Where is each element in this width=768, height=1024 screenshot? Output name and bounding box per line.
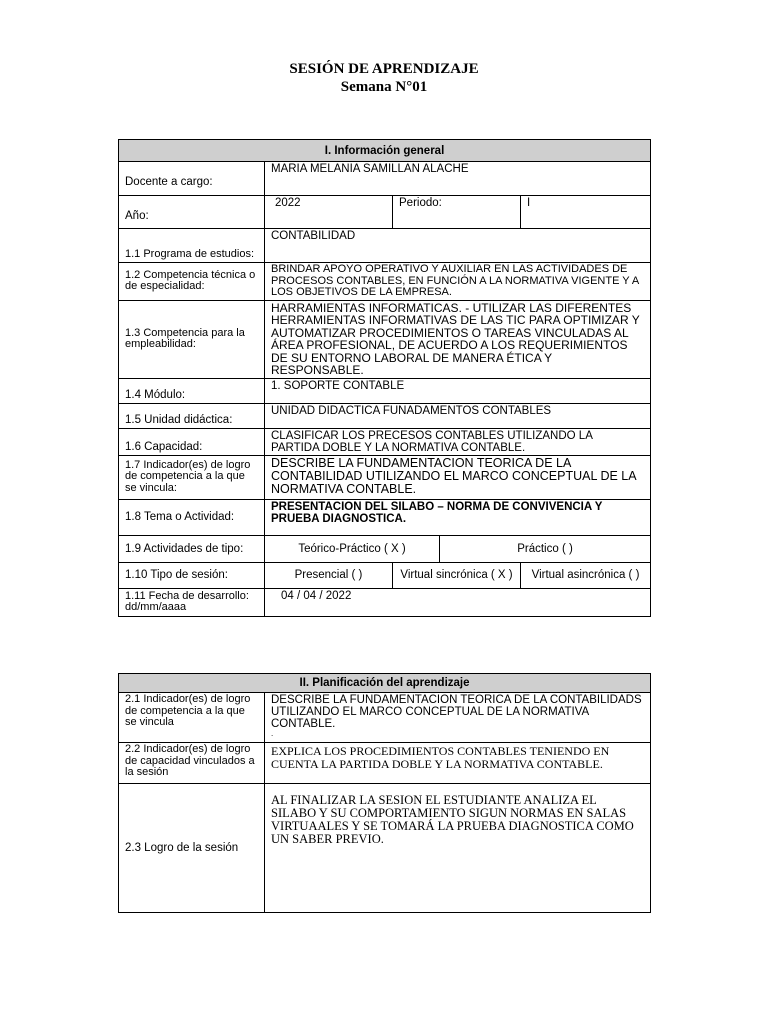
tipo-presencial: Presencial ( ) [265,562,393,588]
indicador-capacidad-label: 2.2 Indicador(es) de logro de capacidad vinculados a la sesión [119,743,265,784]
planning-table [118,673,651,913]
competencia-tecnica-value: BRINDAR APOYO OPERATIVO Y AUXILIAR EN LAS ACTIVIDADES DE PROCESOS CONTABLES, EN FUNCIÓN A LA NORMATIVA VIGENTE Y A LOS OBJETIVOS DE LA EMPRESA. [265,263,651,301]
fecha-desarrollo-value: 04 / 04 / 2022 [265,588,651,616]
indicador-competencia-dot: . [271,729,274,738]
logro-sesion-value: AL FINALIZAR LA SESION EL ESTUDIANTE ANALIZA EL SILABO Y SU COMPORTAMIENTO SIGUN NORMAS EN SALAS VIRTUAALES Y SE TOMARÁ LA PRUEBA DIAGNOSTICA COMO UN SABER PREVIO. [265,784,651,913]
modulo-label: 1.4 Módulo: [119,378,265,403]
anio-label: Año: [119,196,265,229]
document-title-block [0,60,768,96]
modulo-value: 1. SOPORTE CONTABLE [265,378,651,403]
capacidad-value: CLASIFICAR LOS PRECESOS CONTABLES UTILIZANDO LA PARTIDA DOBLE Y LA NORMATIVA CONTABLE. [265,428,651,455]
anio-value: 2022 [265,196,393,229]
competencia-empleabilidad-label: 1.3 Competencia para la empleabilidad: [119,300,265,378]
actividades-teorico-practico: Teórico-Práctico ( X ) [265,535,440,562]
indicador-logro-value: DESCRIBE LA FUNDAMENTACION TEORICA DE LA CONTABILIDAD UTILIZANDO EL MARCO CONCEPTUAL DE LA NORMATIVA CONTABLE. [265,455,651,499]
indicador-capacidad-value: EXPLICA LOS PROCEDIMIENTOS CONTABLES TENIENDO EN CUENTA LA PARTIDA DOBLE Y LA NORMATIVA CONTABLE. [265,743,651,784]
indicador-competencia-cell [265,693,651,743]
section-1-header: I. Información general [119,140,651,162]
periodo-label: Periodo: [393,196,521,229]
general-info-table [118,139,651,617]
indicador-competencia-value: DESCRIBE LA FUNDAMENTACION TEORICA DE LA CONTABILIDADS UTILIZANDO EL MARCO CONCEPTUAL DE LA NORMATIVA CONTABLE. [271,694,642,730]
unidad-didactica-label: 1.5 Unidad didáctica: [119,403,265,428]
tipo-sesion-label: 1.10 Tipo de sesión: [119,562,265,588]
unidad-didactica-value: UNIDAD DIDACTICA FUNADAMENTOS CONTABLES [265,403,651,428]
docente-label: Docente a cargo: [119,162,265,196]
tema-actividad-value: PRESENTACION DEL SILABO – NORMA DE CONVIVENCIA Y PRUEBA DIAGNOSTICA. [265,499,651,535]
programa-value: CONTABILIDAD [265,229,651,263]
tipo-virtual-sincronica: Virtual sincrónica ( X ) [393,562,521,588]
tema-actividad-label: 1.8 Tema o Actividad: [119,499,265,535]
fecha-desarrollo-label: 1.11 Fecha de desarrollo: dd/mm/aaaa [119,588,265,616]
actividades-tipo-label: 1.9 Actividades de tipo: [119,535,265,562]
actividades-practico: Práctico ( ) [440,535,651,562]
competencia-tecnica-label: 1.2 Competencia técnica o de especialidad: [119,263,265,301]
section-2-header: II. Planificación del aprendizaje [119,674,651,693]
competencia-empleabilidad-value: HARRAMIENTAS INFORMATICAS. - UTILIZAR LAS DIFERENTES HERRAMIENTAS INFORMATIVAS DE LAS TIC PARA OPTIMIZAR Y AUTOMATIZAR PROCEDIMIENTOS O TAREAS VINCULADAS AL ÁREA PROFESIONAL, DE ACUERDO A LOS REQUERIMIENTOS DE SU ENTORNO LABORAL DE MANERA ÉTICA Y RESPONSABLE. [265,300,651,378]
page-title: SESIÓN DE APRENDIZAJE [289,61,479,77]
capacidad-label: 1.6 Capacidad: [119,428,265,455]
programa-label: 1.1 Programa de estudios: [119,229,265,263]
periodo-value: I [521,196,651,229]
tipo-virtual-asincronica: Virtual asincrónica ( ) [521,562,651,588]
indicador-logro-label: 1.7 Indicador(es) de logro de competencia a la que se vincula: [119,455,265,499]
docente-value: MARIA MELANIA SAMILLAN ALACHE [265,162,651,196]
page-subtitle: Semana N°01 [340,79,428,95]
logro-sesion-label: 2.3 Logro de la sesión [119,784,265,913]
indicador-competencia-label: 2.1 Indicador(es) de logro de competencia a la que se vincula [119,693,265,743]
